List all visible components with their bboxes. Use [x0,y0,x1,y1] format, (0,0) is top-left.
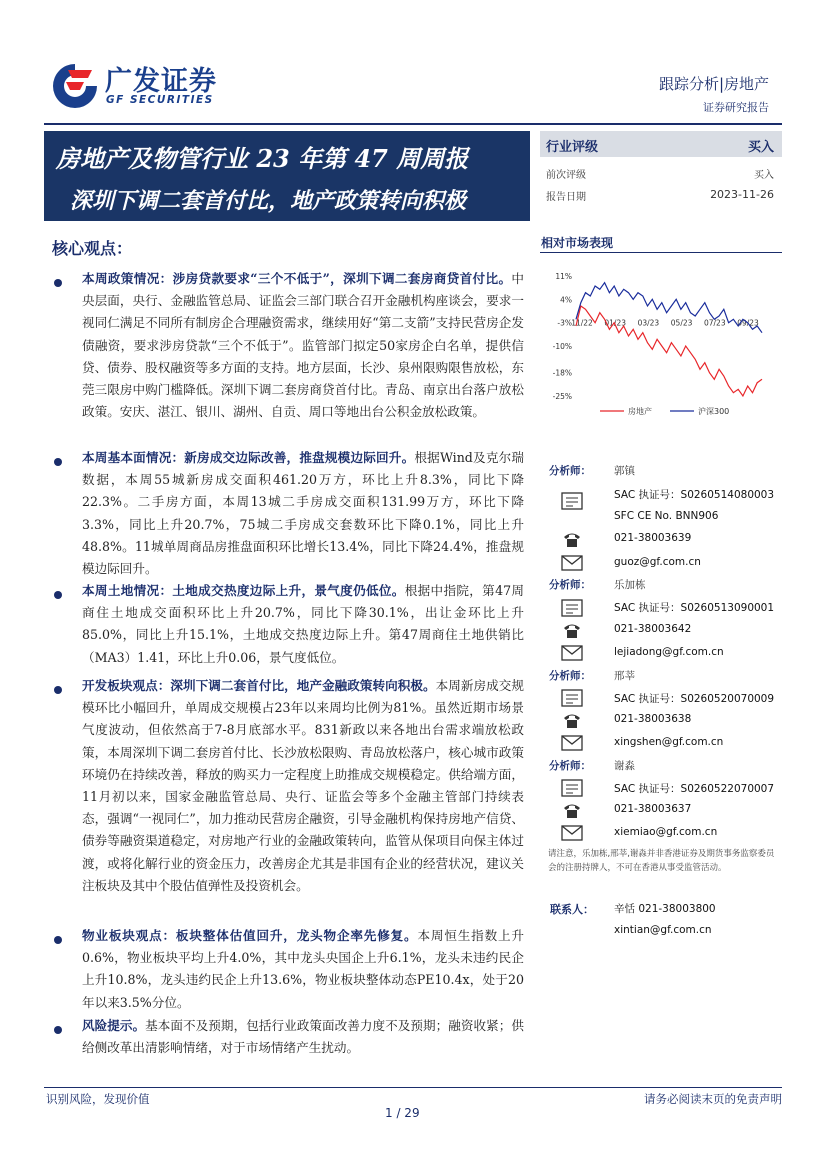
x-tick-label: 05/23 [670,318,693,328]
relative-performance-chart [540,262,782,424]
legend-label: 沪深300 [698,407,730,416]
bullet-icon [54,1026,62,1034]
report-type: 跟踪分析|房地产 [658,75,769,93]
analyst-phone: 021-38003639 [614,532,692,544]
gf-logo-icon [48,60,102,110]
phone-icon [561,801,583,819]
footer-slogan: 识别风险，发现价值 [46,1092,150,1106]
y-tick-label: -3% [557,318,572,328]
analyst-label: 分析师： [549,760,591,772]
x-tick-label: 09/23 [737,318,759,328]
phone-icon [561,711,583,729]
x-tick-label: 07/23 [703,318,726,328]
phone-icon [561,530,583,548]
prev-rating-label: 前次评级 [546,170,586,181]
footer-divider [44,1087,782,1088]
id-card-icon [561,492,583,510]
analyst-name: 邢莘 [614,670,635,682]
rating-value: 买入 [747,140,774,155]
id-card-icon [561,779,583,797]
brand-name-en: GF SECURITIES [106,94,214,106]
bullet-icon [54,458,62,466]
core-title: 核心观点： [52,239,133,258]
y-tick-label: -25% [552,392,572,401]
market-chart-title: 相对市场表现 [541,236,614,250]
analyst-name: 郭镇 [614,465,635,477]
brand-name-cn: 广发证券 [105,66,217,97]
email-icon [561,644,583,662]
analyst-email[interactable]: lejiadong@gf.com.cn [614,646,724,658]
analyst-label: 分析师： [549,670,591,682]
market-divider [540,252,782,253]
bullet-icon [54,936,62,944]
regulatory-note: 请注意，乐加栋,邢莘,谢淼并非香港证券及期货事务监察委员会的注册持牌人，不可在香港从事受监管活动。 [548,849,775,873]
email-icon [561,734,583,752]
analyst-phone: 021-38003638 [614,713,692,725]
analyst-label: 分析师： [549,465,591,477]
analyst-label: 分析师： [549,579,591,591]
x-tick-label: 03/23 [637,318,660,328]
report-date-label: 报告日期 [546,192,586,203]
bullet-icon [54,279,62,287]
analyst-sac: SAC 执证号：S0260520070009 [614,693,775,705]
core-item-policy: 本周政策情况：涉房贷款要求“三个不低于”，深圳下调二套房商贷首付比。中央层面，央行、金融监管总局、证监会三部门联合召开金融机构座谈会，要求一视同仁满足不同所有制房企合理融资需求，继续用好“第二支箭”支持民营房企发债融资，要求涉房贷款“三个不低于”。监管部门拟定50家房企白名单，提供信贷、债券、股权融资等多方面的支持。地方层面，长沙、泉州限购限售放松，东莞三限房中购门槛降低。深圳下调二套房商贷首付比。青岛、南京出台落户放松政策。安庆、湛江、银川、湖州、自贡、周口等地出台公积金放松政策。 [82,271,524,420]
rating-label: 行业评级 [546,140,599,155]
core-item-risk: 风险提示。基本面不及预期，包括行业政策面改善力度不及预期；融资收紧；供给侧改革出清影响情绪，对于市场情绪产生扰动。 [82,1018,525,1056]
analyst-name: 谢淼 [614,760,635,772]
page-number: 1 / 29 [385,1106,420,1120]
report-date-value: 2023-11-26 [710,188,774,201]
core-item-land: 本周土地情况：土地成交热度边际上升，景气度仍低位。根据中指院，第47周商住土地成交面积环比上升20.7%，同比下降30.1%，出让金环比上升85.0%，同比上升15.1%，土地成交热度边际上升。第47周商住土地供销比（MA3）1.41，环比上升0.06，景气度低位。 [82,583,525,665]
phone-icon [561,621,583,639]
y-tick-label: 4% [560,295,572,305]
analyst-sac: SAC 执证号：S0260522070007 [614,783,775,795]
x-tick-label: 11/22 [571,318,593,328]
contact-label: 联系人： [550,903,594,916]
core-item-developer: 开发板块观点：深圳下调二套首付比，地产金融政策转向积极。本周新房成交规模环比小幅回升，单周成交规模占23年以来周均比例为81%。虽然近期市场景气度波动，但依然高于7-8月底部水平。831新政以来各地出台需求端放松政策，本周深圳下调二套房首付比、长沙放松限购、青岛放松落户，核心城市政策环境仍在持续改善，释放的购买力一定程度上助推成交规模稳定。供给端方面，11月初以来，国家金融监管总局、央行、证监会等多个金融主管部门持续表态，强调“一视同仁”，加力推动民营房企融资，引导金融机构保持房地产信贷、债券等融资渠道稳定，对房地产行业的金融政策转向，监管从保项目向保主体过渡，或将化解行业的资金压力，改善房企尤其是非国有企业的经营状况，建议关注板块及其中个股估值弹性及投资机会。 [82,678,525,893]
x-tick-label: 01/23 [604,318,627,328]
analyst-email[interactable]: xingshen@gf.com.cn [614,736,724,748]
header-divider [44,123,782,125]
y-tick-label: -18% [552,368,572,378]
core-item-property-mgmt: 物业板块观点：板块整体估值回升，龙头物企率先修复。本周恒生指数上升0.6%，物业板块平均上升4.0%，其中龙头央国企上升6.1%，龙头未违约民企上升10.8%，龙头违约民企上升13.6%，物业板块整体动态PE10.4x，处于20年以来3.5%分位。 [82,928,525,1010]
email-icon [561,824,583,842]
bullet-icon [54,591,62,599]
contact-email[interactable]: xintian@gf.com.cn [614,924,712,936]
core-item-fundamentals: 本周基本面情况：新房成交边际改善，推盘规模边际回升。根据Wind及克尔瑞数据，本周55城新房成交面积461.20万方，环比上升8.3%，同比下降22.3%。二手房方面，本周13城二手房成交面积131.99万方，环比下降3.3%，同比上升20.7%，75城二手房成交套数环比下降0.1%，同比上升48.8%。11城单周商品房推盘面积环比增长13.4%，同比下降24.4%，推盘规模边际回升。 [82,450,524,577]
report-title: 房地产及物管行业 23 年第 47 周周报 [56,144,469,173]
analyst-sfc: SFC CE No. BNN906 [614,510,719,522]
analyst-phone: 021-38003642 [614,623,692,635]
y-tick-label: -10% [552,342,572,351]
id-card-icon [561,689,583,707]
analyst-sac: SAC 执证号：S0260513090001 [614,602,775,614]
analyst-sac: SAC 执证号：S0260514080003 [614,489,775,501]
id-card-icon [561,599,583,617]
analyst-email[interactable]: xiemiao@gf.com.cn [614,826,718,838]
analyst-email[interactable]: guoz@gf.com.cn [614,556,701,568]
bullet-icon [54,686,62,694]
analyst-phone: 021-38003637 [614,803,692,815]
prev-rating-value: 买入 [754,170,774,181]
report-category: 证券研究报告 [703,101,769,114]
email-icon [561,554,583,572]
y-tick-label: 11% [555,272,572,281]
analyst-name: 乐加栋 [614,579,646,591]
legend-label: 房地产 [628,407,652,416]
report-subtitle: 深圳下调二套首付比，地产政策转向积极 [70,188,467,214]
contact-phone: 辛恬 021-38003800 [614,903,716,915]
footer-disclaimer[interactable]: 请务必阅读末页的免责声明 [644,1092,782,1106]
